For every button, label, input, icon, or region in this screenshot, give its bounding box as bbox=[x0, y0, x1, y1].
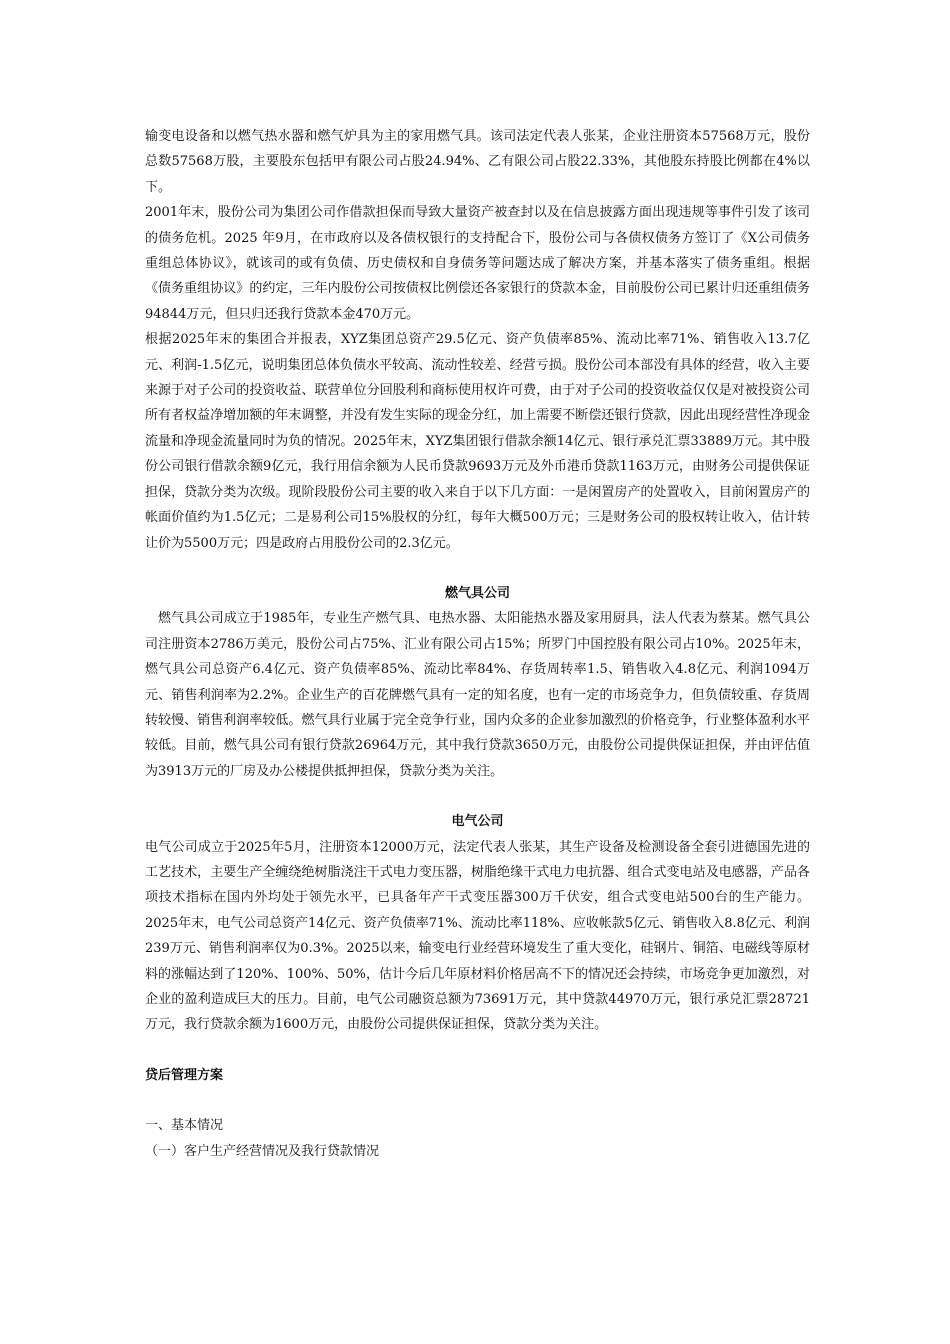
spacer bbox=[145, 556, 810, 581]
intro-paragraph-1: 输变电设备和以燃气热水器和燃气炉具为主的家用燃气具。该司法定代表人张某，企业注册资本57568万元，股份总数57568万股，主要股东包括甲有限公司占股24.94%、乙有限公司占股22.33%，其他股东持股比例都在4%以下。 bbox=[145, 129, 810, 195]
document-page bbox=[145, 124, 810, 1164]
electric-company-paragraph: 电气公司成立于2025年5月，注册资本12000万元，法定代表人张某，其生产设备及检测设备全套引进德国先进的工艺技术，主要生产全缠绕绝树脂浇注干式电力变压器，树脂绝缘干式电力电抗器、组合式变电站及电感器，产品各项技术指标在国内外均处于领先水平，已具备年产干式变压器300万千伏安，组合式变电站500台的生产能力。2025年末，电气公司总资产14亿元、资产负债率71%、流动比率118%、应收帐款5亿元、销售收入8.8亿元、利润239万元、销售利润率仅为0.3%。2025以来，输变电行业经营环境发生了重大变化，硅钢片、铜箔、电磁线等原材料的涨幅达到了120%、100%、50%，估计今后几年原材料价格居高不下的情况还会持续，市场竞争更加激烈，对企业的盈利造成巨大的压力。目前，电气公司融资总额为73691万元，其中贷款44970万元，银行承兑汇票28721万元，我行贷款余额为1600万元，由股份公司提供保证担保，贷款分类为关注。 bbox=[145, 839, 810, 1033]
electric-company-heading: 电气公司 bbox=[451, 814, 504, 830]
intro-paragraph-2: 2001年末，股份公司为集团公司作借款担保而导致大量资产被查封以及在信息披露方面出现违规等事件引发了该司的债务危机。2025 年9月，在市政府以及各债权银行的支持配合下，股份公司与各债权债务方签订了《X公司债务重组总体协议》，就该司的或有负债、历史债权和自身债务等问题达成了解决方案，并基本落实了债务重组。根据《债务重组协议》的约定，三年内股份公司按债权比例偿还各家银行的贷款本金，目前股份公司已累计归还重组债务94844万元，但只归还我行贷款本金470万元。 bbox=[145, 205, 810, 322]
spacer bbox=[145, 1038, 810, 1063]
subsection-operations-loans: （一）客户生产经营情况及我行贷款情况 bbox=[145, 1143, 380, 1159]
gas-company-heading: 燃气具公司 bbox=[444, 585, 510, 601]
gas-company-paragraph: 燃气具公司成立于1985年，专业生产燃气具、电热水器、太阳能热水器及家用厨具，法人代表为蔡某。燃气具公司注册资本2786万美元，股份公司占75%、汇业有限公司占15%；所罗门中国控股有限公司占10%。2025年末，燃气具公司总资产6.4亿元、资产负债率85%、流动比率84%、存货周转率1.5、销售收入4.8亿元、利润1094万元、销售利润率为2.2%。企业生产的百花牌燃气具有一定的知名度，也有一定的市场竞争力，但负债较重、存货周转较慢、销售利润率较低。燃气具行业属于完全竞争行业，国内众多的企业参加激烈的价格竞争，行业整体盈利水平较低。目前，燃气具公司有银行贷款26964万元，其中我行贷款3650万元，由股份公司提供保证担保，并由评估值为3913万元的厂房及办公楼提供抵押担保，贷款分类为关注。 bbox=[145, 611, 810, 779]
spacer bbox=[145, 1088, 810, 1113]
intro-paragraph-3: 根据2025年末的集团合并报表，XYZ集团总资产29.5亿元、资产负债率85%、流动比率71%、销售收入13.7亿元、利润-1.5亿元，说明集团总体负债水平较高、流动性较差、经营亏损。股份公司本部没有具体的经营，收入主要来源于对子公司的投资收益、联营单位分回股利和商标使用权许可费，由于对子公司的投资收益仅仅是对被投资公司所有者权益净增加额的年末调整，并没有发生实际的现金分红，加上需要不断偿还银行贷款，因此出现经营性净现金流量和净现金流量同时为负的情况。2025年末，XYZ集团银行借款余额14亿元、银行承兑汇票33889万元。其中股份公司银行借款余额9亿元，我行用信余额为人民币贷款9693万元及外币港币贷款1163万元，由财务公司提供保证担保，贷款分类为次级。现阶段股份公司主要的收入来自于以下几方面：一是闲置房产的处置收入，目前闲置房产的帐面价值约为1.5亿元；二是易利公司15%股权的分红，每年大概500万元；三是财务公司的股权转让收入，估计转让价为5500万元；四是政府占用股份公司的2.3亿元。 bbox=[145, 332, 810, 551]
plan-heading: 贷后管理方案 bbox=[145, 1067, 224, 1083]
section-basic-info: 一、基本情况 bbox=[145, 1118, 224, 1134]
spacer bbox=[145, 784, 810, 809]
